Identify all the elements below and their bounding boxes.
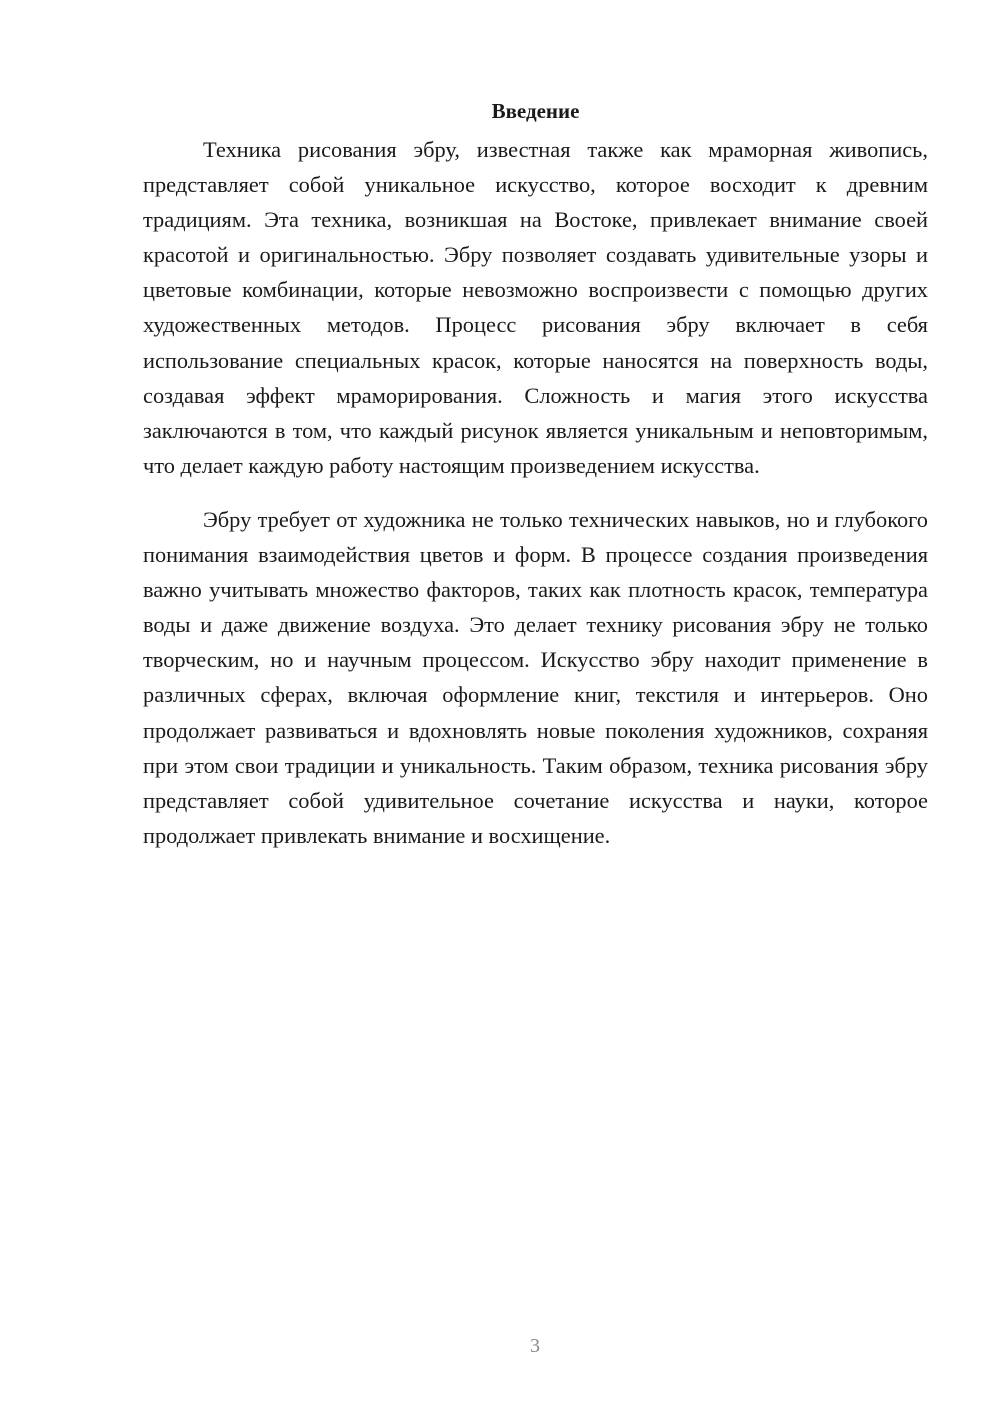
paragraph-1: Техника рисования эбру, известная также как мраморная живопись, представляет собой уникальное искусство, которое восходит к древним традициям. Эта техника, возникшая на Востоке, привлекает внимание своей красотой и оригинальностью. Эбру позволяет создавать удивительные узоры и цветовые комбинации, которые невозможно воспроизвести с помощью других художественных методов. Процесс рисования эбру включает в себя использование специальных красок, которые наносятся на поверхность воды, создавая эффект мраморирования. Сложность и магия этого искусства заключаются в том, что каждый рисунок является уникальным и неповторимым, что делает каждую работу настоящим произведением искусства. [143,137,928,478]
section-title: Введение [491,99,580,123]
document-body [143,96,928,853]
page-number: 3 [530,1335,540,1357]
paragraph-2: Эбру требует от художника не только технических навыков, но и глубокого понимания взаимодействия цветов и форм. В процессе создания произведения важно учитывать множество факторов, таких как плотность красок, температура воды и даже движение воздуха. Это делает технику рисования эбру не только творческим, но и научным процессом. Искусство эбру находит применение в различных сферах, включая оформление книг, текстиля и интерьеров. Оно продолжает развиваться и вдохновлять новые поколения художников, сохраняя при этом свои традиции и уникальность. Таким образом, техника рисования эбру представляет собой удивительное сочетание искусства и науки, которое продолжает привлекать внимание и восхищение. [143,506,928,848]
